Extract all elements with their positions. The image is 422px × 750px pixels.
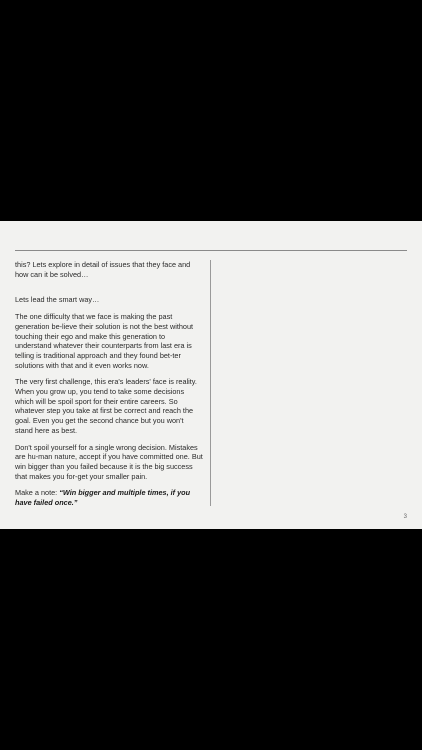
note-paragraph [15,488,203,507]
note-prefix: Make a note: [15,488,60,498]
column-divider [210,260,211,506]
paragraph: this? Lets explore in detail of issues that they face and how can it be solved… [15,260,191,279]
paragraph: Lets lead the smart way… [15,295,100,305]
text-column-left [15,260,203,515]
paragraph: The one difficulty that we face is making the past generation be-lieve their solution is not the best without touching their ego and make this generation to understand whatever their counterparts from last era is telling is traditional approach and they found bet-ter solutions with that and it even works now. [15,312,194,370]
note-quote: “Win bigger and multiple times, if you have failed once.” [15,488,191,508]
paragraph: The very first challenge, this era's leaders' face is reality. When you grow up, you tend to take some decisions which will be spoil sport for their entire careers. So whatever step you take at first be correct and reach the goal. Even you get the second chance but you won't stand here as best. [15,377,197,435]
paragraph: Don't spoil yourself for a single wrong decision. Mistakes are hu-man nature, accept if you have committed one. But win bigger than you failed because it is the big success that makes you for-get your smaller pain. [15,442,203,481]
book-page[interactable] [0,221,422,529]
page-number: 3 [403,514,407,520]
header-rule [15,250,407,251]
